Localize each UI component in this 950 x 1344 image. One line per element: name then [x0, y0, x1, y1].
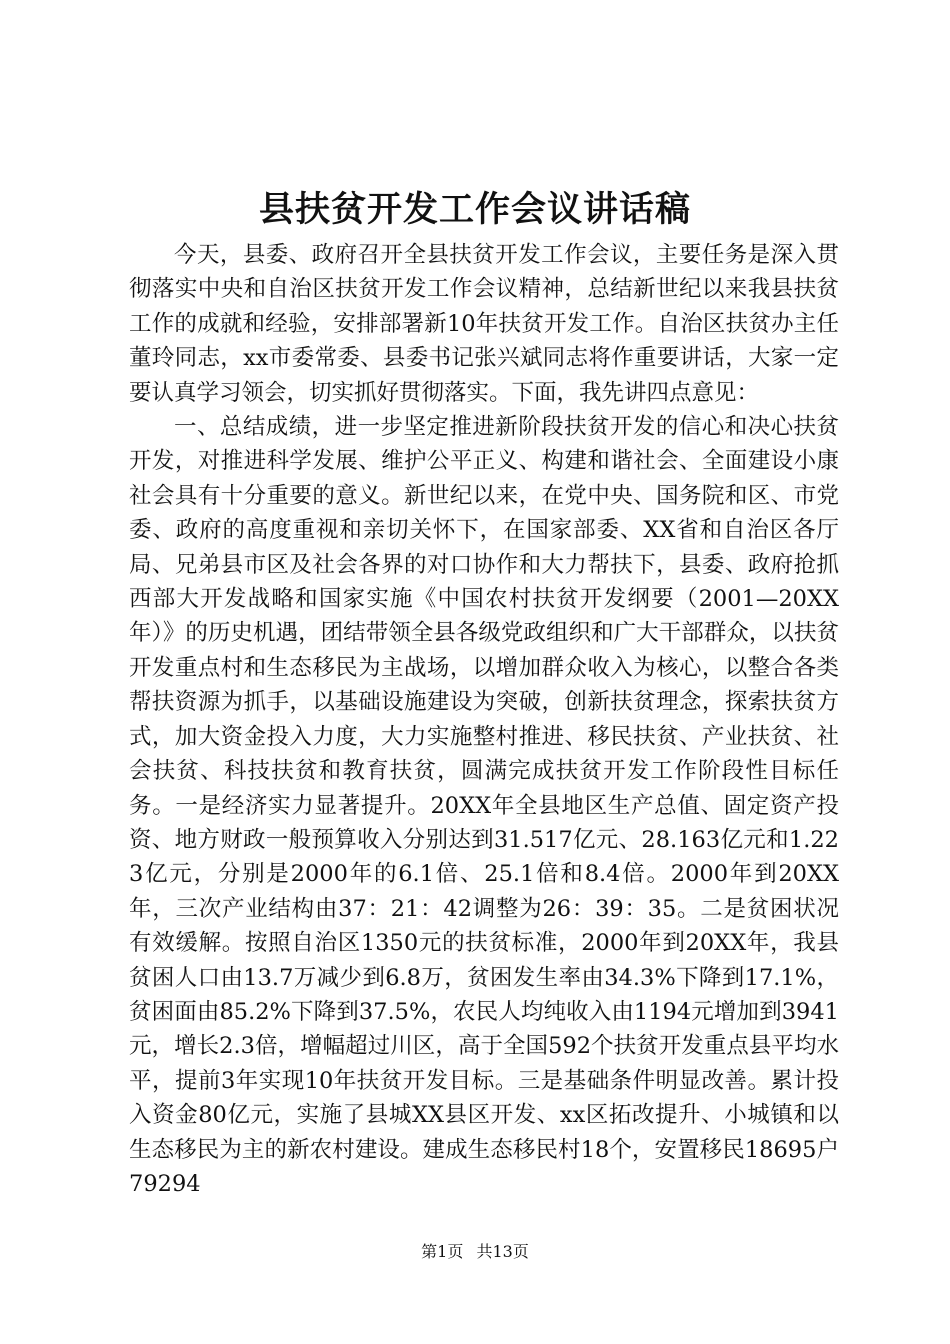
paragraph-intro: 今天，县委、政府召开全县扶贫开发工作会议，主要任务是深入贯彻落实中央和自治区扶贫开发工作会议精神，总结新世纪以来我县扶贫工作的成就和经验，安排部署新10年扶贫开发工作。自治区扶贫办主任董玲同志，xx市委常委、县委书记张兴斌同志将作重要讲话，大家一定要认真学习领会，切实抓好贯彻落实。下面，我先讲四点意见： [129, 242, 839, 406]
page-footer [0, 1241, 950, 1263]
page-total: 共13页 [476, 1242, 529, 1261]
document-body [129, 238, 839, 1201]
document-title: 县扶贫开发工作会议讲话稿 [258, 189, 691, 230]
paragraph-section-one: 一、总结成绩，进一步坚定推进新阶段扶贫开发的信心和决心扶贫开发，对推进科学发展、维护公平正义、构建和谐社会、全面建设小康社会具有十分重要的意义。新世纪以来，在党中央、国务院和区、市党委、政府的高度重视和亲切关怀下，在国家部委、XX省和自治区各厅局、兄弟县市区及社会各界的对口协作和大力帮扶下，县委、政府抢抓西部大开发战略和国家实施《中国农村扶贫开发纲要（2001—20XX年）》的历史机遇，团结带领全县各级党政组织和广大干部群众，以扶贫开发重点村和生态移民为主战场，以增加群众收入为核心，以整合各类帮扶资源为抓手，以基础设施建设为突破，创新扶贫理念，探索扶贫方式，加大资金投入力度，大力实施整村推进、移民扶贫、产业扶贫、社会扶贫、科技扶贫和教育扶贫，圆满完成扶贫开发工作阶段性目标任务。一是经济实力显著提升。20XX年全县地区生产总值、固定资产投资、地方财政一般预算收入分别达到31.517亿元、28.163亿元和1.223亿元，分别是2000年的6.1倍、25.1倍和8.4倍。2000年到20XX年，三次产业结构由37：21：42调整为26：39：35。二是贫困状况有效缓解。按照自治区1350元的扶贫标准，2000年到20XX年，我县贫困人口由13.7万减少到6.8万，贫困发生率由34.3%下降到17.1%，贫困面由85.2%下降到37.5%，农民人均纯收入由1194元增加到3941元，增长2.3倍，增幅超过川区，高于全国592个扶贫开发重点县平均水平，提前3年实现10年扶贫开发目标。三是基础条件明显改善。累计投入资金80亿元，实施了县城XX县区开发、xx区拓改提升、小城镇和以生态移民为主的新农村建设。建成生态移民村18个，安置移民18695户79294 [129, 414, 839, 1197]
page-number: 第1页 [421, 1242, 464, 1261]
